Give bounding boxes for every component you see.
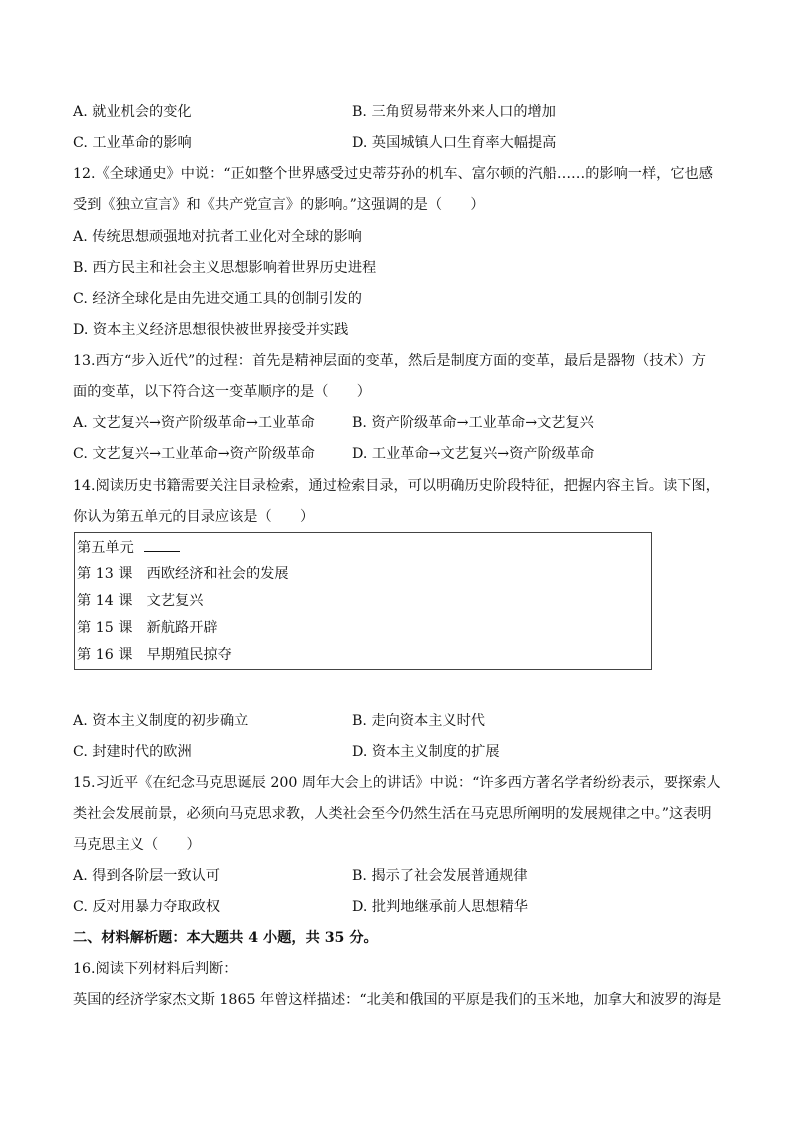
q15-option-c: C. 反对用暴力夺取政权 (73, 899, 221, 915)
q14-options-row-1 (73, 711, 733, 731)
toc-unit-heading (77, 537, 180, 558)
q12-option-b: B. 西方民主和社会主义思想影响着世界历史进程 (73, 260, 377, 276)
q13-stem-line-2: 面的变革，以下符合这一变革顺序的是（ ） (73, 384, 371, 400)
table-of-contents-box (74, 532, 652, 670)
q11-option-d: D. 英国城镇人口生育率大幅提高 (352, 135, 557, 151)
q11-option-a: A. 就业机会的变化 (73, 104, 192, 120)
q13-options-row-1 (73, 413, 733, 433)
q12-option-c: C. 经济全球化是由先进交通工具的创制引发的 (73, 291, 362, 307)
q14-option-b: B. 走向资本主义时代 (352, 713, 485, 729)
q15-options-row-1 (73, 866, 733, 886)
q14-option-c: C. 封建时代的欧洲 (73, 744, 192, 760)
q12-option-a: A. 传统思想顽强地对抗者工业化对全球的影响 (73, 229, 362, 245)
q12-option-d: D. 资本主义经济思想很快被世界接受并实践 (73, 322, 349, 338)
toc-unit-label: 第五单元 (77, 540, 134, 556)
q15-stem-line-1: 15.习近平《在纪念马克思诞辰 200 周年大会上的讲话》中说：“许多西方著名学者纷纷表示，要探索人 (73, 775, 721, 791)
toc-blank-line (144, 537, 180, 552)
q14-stem-line-2: 你认为第五单元的目录应该是（ ） (73, 509, 315, 525)
q15-options-row-2 (73, 897, 733, 917)
q14-options-row-2 (73, 742, 733, 762)
q13-option-a: A. 文艺复兴→资产阶级革命→工业革命 (73, 415, 315, 431)
q12-stem-line-2: 受到《独立宣言》和《共产党宣言》的影响。”这强调的是（ ） (73, 197, 485, 213)
toc-lesson-13: 第 13 课 西欧经济和社会的发展 (77, 566, 289, 582)
q15-option-b: B. 揭示了社会发展普通规律 (352, 868, 528, 884)
toc-lesson-16: 第 16 课 早期殖民掠夺 (77, 647, 232, 663)
q15-stem-line-3: 马克思主义（ ） (73, 837, 201, 853)
q14-option-a: A. 资本主义制度的初步确立 (73, 713, 249, 729)
q14-option-d: D. 资本主义制度的扩展 (352, 744, 500, 760)
q15-stem-line-2: 类社会发展前景，必须向马克思求教，人类社会至今仍然生活在马克思所阐明的发展规律之中。”这表明 (73, 806, 712, 822)
q15-option-a: A. 得到各阶层一致认可 (73, 868, 220, 884)
q13-option-d: D. 工业革命→文艺复兴→资产阶级革命 (352, 446, 595, 462)
q16-stem: 16.阅读下列材料后判断： (73, 961, 238, 977)
q16-material-line-1: 英国的经济学家杰文斯 1865 年曾这样描述：“北美和俄国的平原是我们的玉米地，加拿大和波罗的海是 (73, 992, 722, 1008)
q13-options-row-2 (73, 444, 733, 464)
q12-stem-line-1: 12.《全球通史》中说：“正如整个世界感受过史蒂芬孙的机车、富尔顿的汽船……的影响一样，它也感 (73, 166, 713, 182)
q14-stem-line-1: 14.阅读历史书籍需要关注目录检索，通过检索目录，可以明确历史阶段特征，把握内容主旨。读下图， (73, 478, 720, 494)
toc-lesson-14: 第 14 课 文艺复兴 (77, 593, 204, 609)
toc-lesson-15: 第 15 课 新航路开辟 (77, 620, 218, 636)
q13-option-b: B. 资产阶级革命→工业革命→文艺复兴 (352, 415, 594, 431)
q11-options-row-1 (73, 102, 733, 122)
q13-option-c: C. 文艺复兴→工业革命→资产阶级革命 (73, 446, 315, 462)
q11-option-c: C. 工业革命的影响 (73, 135, 192, 151)
section-2-heading: 二、材料解析题：本大题共 4 小题，共 35 分。 (73, 930, 378, 946)
q11-option-b: B. 三角贸易带来外来人口的增加 (352, 104, 556, 120)
q11-options-row-2 (73, 133, 733, 153)
q15-option-d: D. 批判地继承前人思想精华 (352, 899, 528, 915)
q13-stem-line-1: 13.西方“步入近代”的过程：首先是精神层面的变革，然后是制度方面的变革，最后是器物（技术）方 (73, 353, 706, 369)
